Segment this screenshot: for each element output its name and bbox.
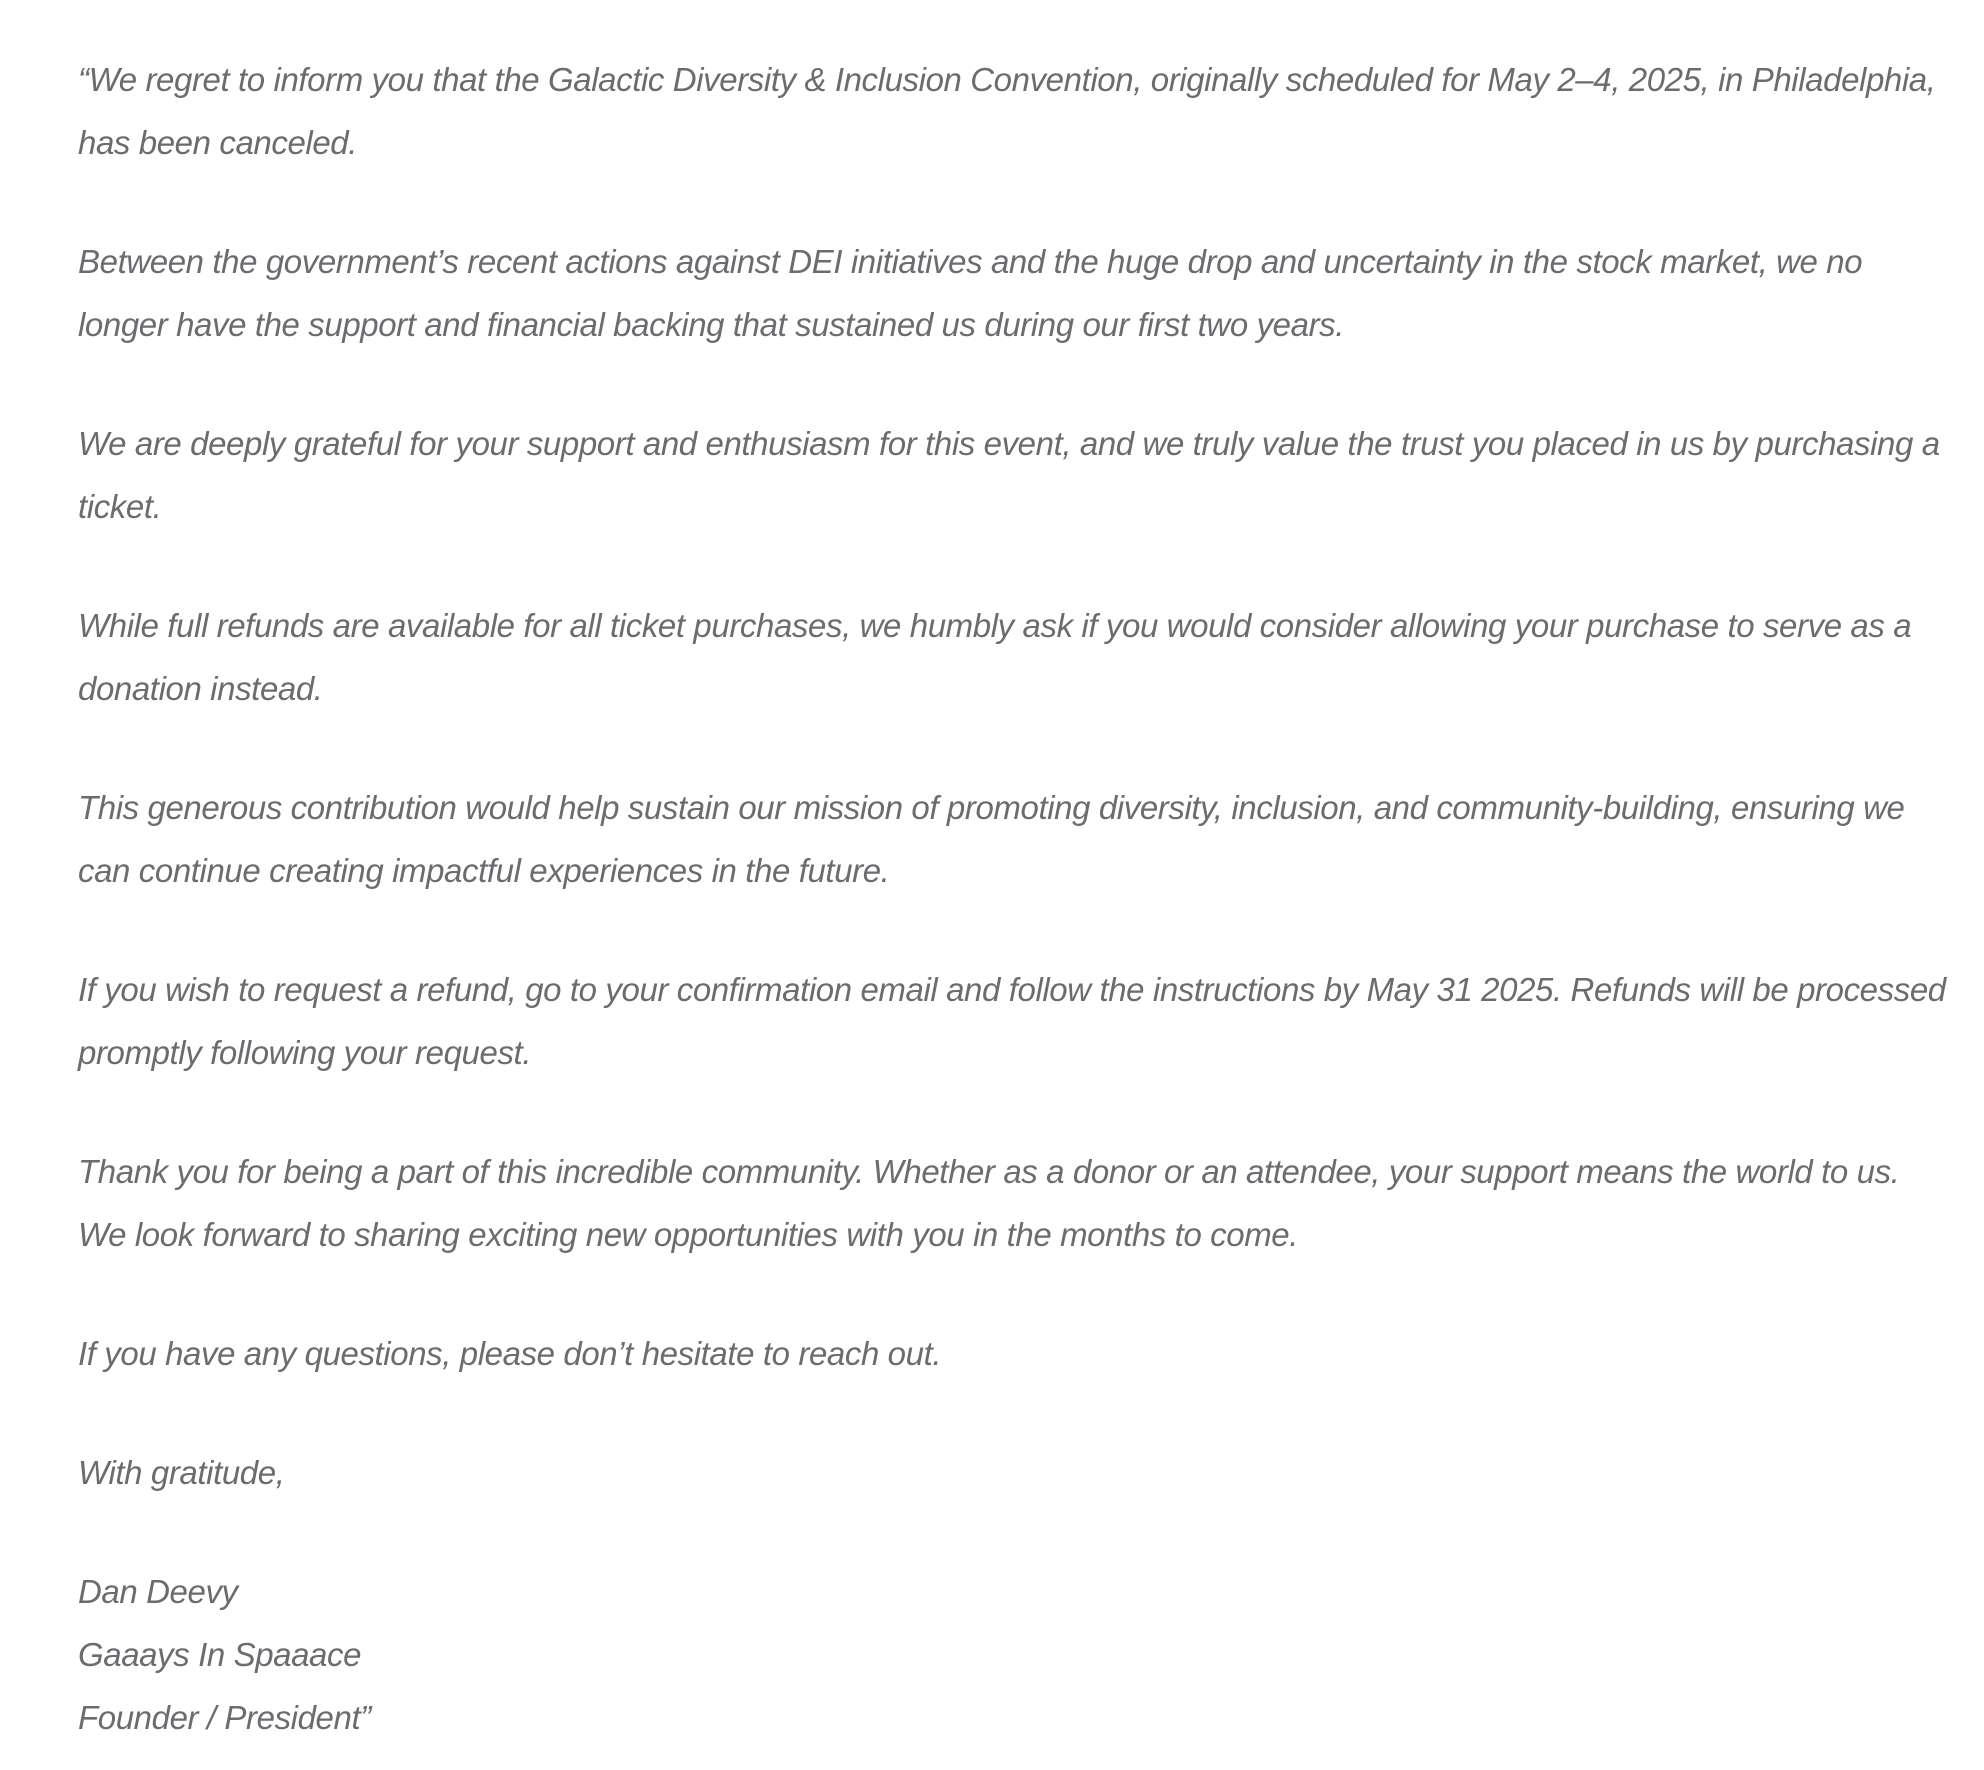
paragraph-cancellation-notice: “We regret to inform you that the Galactic Diversity & Inclusion Convention, originally scheduled for May 2–4, 2025, in Philadelphia, has been canceled. <box>78 61 1936 161</box>
paragraph-donation-request: While full refunds are available for all ticket purchases, we humbly ask if you would consider allowing your purchase to serve as a donation instead. <box>78 607 1912 707</box>
signature-title: Founder / President” <box>78 1699 371 1736</box>
signature-organization: Gaaays In Spaaace <box>78 1636 362 1673</box>
letter-body <box>78 48 1948 1749</box>
signature-block <box>78 1560 1948 1749</box>
paragraph-mission: This generous contribution would help sustain our mission of promoting diversity, inclusion, and community-building, ensuring we can continue creating impactful experiences in the future. <box>78 789 1905 889</box>
paragraph-refund-instructions: If you wish to request a refund, go to your confirmation email and follow the instructions by May 31 2025. Refunds will be processed promptly following your request. <box>78 971 1946 1071</box>
paragraph-thank-you: Thank you for being a part of this incredible community. Whether as a donor or an attendee, your support means the world to us. We look forward to sharing exciting new opportunities with you in the months to come. <box>78 1153 1900 1253</box>
paragraph-questions: If you have any questions, please don’t hesitate to reach out. <box>78 1335 942 1372</box>
paragraph-reason: Between the government’s recent actions against DEI initiatives and the huge drop and uncertainty in the stock market, we no longer have the support and financial backing that sustained us during our first two years. <box>78 243 1863 343</box>
paragraph-gratitude: We are deeply grateful for your support and enthusiasm for this event, and we truly value the trust you placed in us by purchasing a ticket. <box>78 425 1940 525</box>
closing-line: With gratitude, <box>78 1454 285 1491</box>
signature-name: Dan Deevy <box>78 1573 238 1610</box>
